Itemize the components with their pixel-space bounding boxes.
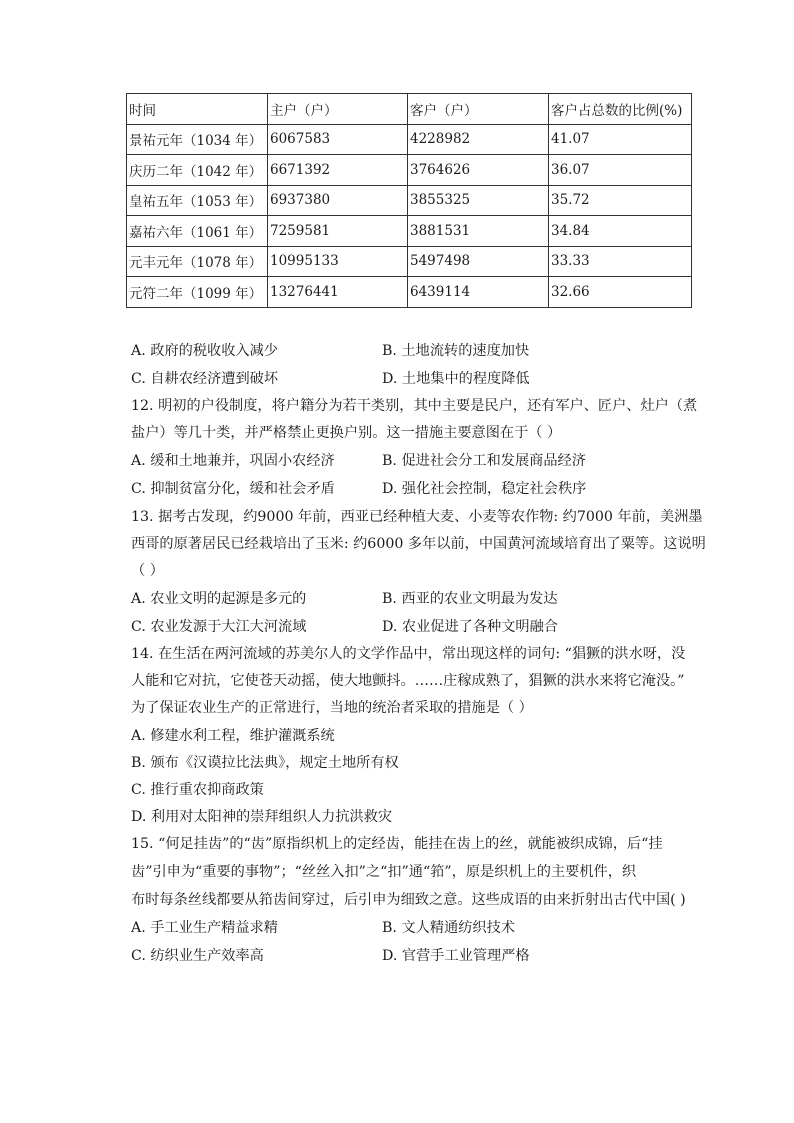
table-cell: 5497498 — [408, 246, 549, 277]
table-cell: 6671392 — [268, 155, 408, 186]
question-text-line: 人能和它对抗，它使苍天动摇，使大地颤抖。……庄稼成熟了，猖獗的洪水来将它淹没。” — [131, 673, 685, 689]
question-text-line: 齿”引申为“重要的事物”；“丝丝入扣”之“扣”通“筘”，原是织机上的主要机件，织 — [131, 864, 637, 880]
table-cell: 6067583 — [268, 124, 408, 155]
option-b[interactable]: B. 西亚的农业文明最为发达 — [382, 591, 558, 607]
household-table — [126, 93, 692, 308]
option-c[interactable]: C. 推行重农抑商政策 — [131, 782, 264, 798]
option-a[interactable]: A. 农业文明的起源是多元的 — [131, 591, 307, 607]
question-text-line: 西哥的原著居民已经栽培出了玉米: 约6000 多年以前，中国黄河流域培育出了粟等。这说明 — [131, 536, 706, 552]
table-cell: 庆历二年（1042 年） — [127, 155, 268, 186]
table-cell: 3764626 — [408, 155, 549, 186]
table-cell: 6937380 — [268, 185, 408, 216]
table-header-cell: 主户（户） — [268, 94, 408, 125]
table-row — [127, 216, 692, 247]
table-cell: 35.72 — [549, 185, 692, 216]
option-c[interactable]: C. 抑制贫富分化，缓和社会矛盾 — [131, 481, 335, 497]
table-cell: 41.07 — [549, 124, 692, 155]
question-text-line: 14. 在生活在两河流域的苏美尔人的文学作品中，常出现这样的词句: “猖獗的洪水呀，没 — [131, 646, 686, 662]
option-c[interactable]: C. 农业发源于大江大河流域 — [131, 619, 307, 635]
table-cell: 景祐元年（1034 年） — [127, 124, 268, 155]
table-header-cell: 时间 — [127, 94, 268, 125]
question-text-line: 13. 据考古发现，约9000 年前，西亚已经种植大麦、小麦等农作物: 约7000 年前，美洲墨 — [131, 509, 703, 525]
table-cell: 6439114 — [408, 277, 549, 308]
table-cell: 3855325 — [408, 185, 549, 216]
option-b[interactable]: B. 颁布《汉谟拉比法典》，规定土地所有权 — [131, 755, 399, 771]
option-b[interactable]: B. 文人精通纺织技术 — [382, 920, 515, 936]
option-a[interactable]: A. 政府的税收收入减少 — [131, 343, 278, 359]
option-d[interactable]: D. 农业促进了各种文明融合 — [382, 619, 558, 635]
option-c[interactable]: C. 自耕农经济遭到破坏 — [131, 371, 279, 387]
table-cell: 13276441 — [268, 277, 408, 308]
option-b[interactable]: B. 土地流转的速度加快 — [382, 343, 530, 359]
table-header-cell: 客户占总数的比例(%) — [549, 94, 692, 125]
option-b[interactable]: B. 促进社会分工和发展商品经济 — [382, 453, 586, 469]
table-cell: 元符二年（1099 年） — [127, 277, 268, 308]
option-a[interactable]: A. 修建水利工程，维护灌溉系统 — [131, 728, 335, 744]
option-a[interactable]: A. 手工业生产精益求精 — [131, 920, 278, 936]
table-header-row — [127, 94, 692, 125]
table-cell: 32.66 — [549, 277, 692, 308]
table-cell: 36.07 — [549, 155, 692, 186]
table-cell: 元丰元年（1078 年） — [127, 246, 268, 277]
option-d[interactable]: D. 官营手工业管理严格 — [382, 948, 530, 964]
question-text-line: 为了保证农业生产的正常进行，当地的统治者采取的措施是（ ） — [131, 700, 533, 716]
table-cell: 33.33 — [549, 246, 692, 277]
table-cell: 3881531 — [408, 216, 549, 247]
table-header-cell: 客户（户） — [408, 94, 549, 125]
table-cell: 皇祐五年（1053 年） — [127, 185, 268, 216]
option-c[interactable]: C. 纺织业生产效率高 — [131, 948, 264, 964]
option-d[interactable]: D. 利用对太阳神的崇拜组织人力抗洪救灾 — [131, 809, 393, 825]
table-row — [127, 124, 692, 155]
table-cell: 7259581 — [268, 216, 408, 247]
table-cell: 10995133 — [268, 246, 408, 277]
option-a[interactable]: A. 缓和土地兼并，巩固小农经济 — [131, 453, 335, 469]
option-d[interactable]: D. 土地集中的程度降低 — [382, 371, 530, 387]
option-d[interactable]: D. 强化社会控制，稳定社会秩序 — [382, 481, 587, 497]
question-text-line: 盐户）等几十类，并严格禁止更换户别。这一措施主要意图在于（ ） — [131, 425, 562, 441]
question-text-line: 布时每条丝线都要从筘齿间穿过，后引申为细致之意。这些成语的由来折射出古代中国( ) — [131, 892, 686, 908]
table-cell: 34.84 — [549, 216, 692, 247]
table-cell: 嘉祐六年（1061 年） — [127, 216, 268, 247]
table-row — [127, 155, 692, 186]
table-row — [127, 185, 692, 216]
question-text-line: 15. “何足挂齿”的“齿”原指织机上的定经齿，能挂在齿上的丝，就能被织成锦，后“挂 — [131, 836, 663, 852]
table-row — [127, 246, 692, 277]
question-text-line: 12. 明初的户役制度，将户籍分为若干类别，其中主要是民户，还有军户、匠户、灶户（煮 — [131, 398, 698, 414]
question-text-line: （ ） — [131, 563, 164, 579]
table-cell: 4228982 — [408, 124, 549, 155]
table-row — [127, 277, 692, 308]
